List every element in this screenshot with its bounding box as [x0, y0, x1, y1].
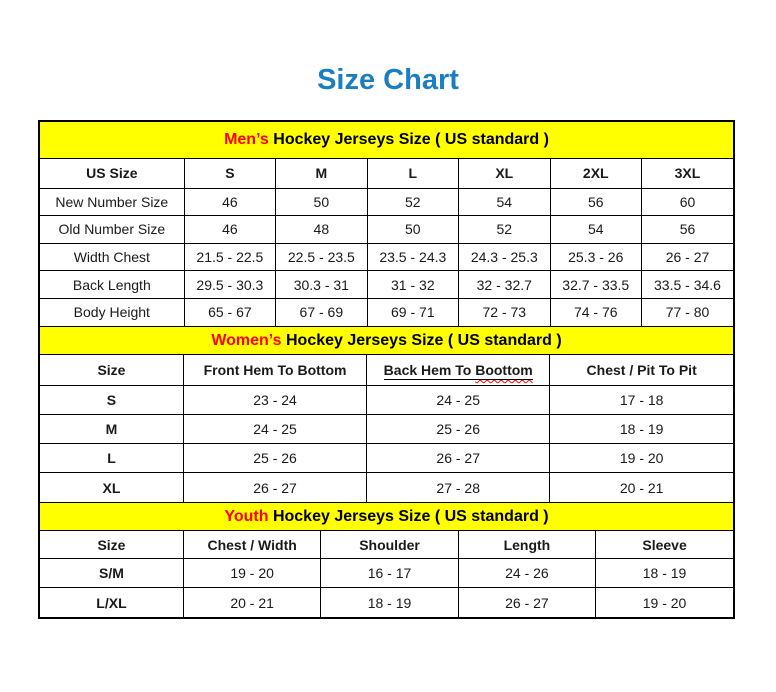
- cell: 16 - 17: [321, 559, 458, 588]
- cell: 67 - 69: [276, 298, 367, 326]
- cell: 46: [184, 216, 275, 244]
- cell: 26 - 27: [183, 473, 366, 502]
- column-header: Length: [458, 531, 595, 559]
- womens-header-text: Hockey Jerseys Size ( US standard ): [281, 331, 562, 349]
- cell: 26 - 27: [367, 444, 550, 473]
- table-row: [40, 444, 733, 473]
- cell: 27 - 28: [367, 473, 550, 502]
- table-row: [40, 559, 733, 588]
- cell: 30.3 - 31: [276, 271, 367, 299]
- row-label: L/XL: [40, 588, 183, 617]
- cell: 60: [641, 188, 733, 216]
- mens-size-section: [40, 122, 733, 326]
- column-header: Chest / Width: [183, 531, 320, 559]
- mens-size-table: [40, 159, 733, 326]
- cell: 22.5 - 23.5: [276, 243, 367, 271]
- cell: 69 - 71: [367, 298, 458, 326]
- cell: 18 - 19: [550, 415, 733, 444]
- cell: 77 - 80: [641, 298, 733, 326]
- cell: 25.3 - 26: [550, 243, 641, 271]
- column-header: US Size: [40, 159, 184, 188]
- cell: 17 - 18: [550, 386, 733, 415]
- page-title: Size Chart: [317, 64, 459, 96]
- cell: 72 - 73: [459, 298, 550, 326]
- column-header: Front Hem To Bottom: [183, 355, 366, 386]
- column-header: 2XL: [550, 159, 641, 188]
- size-chart-tables: [38, 120, 735, 619]
- row-label: S: [40, 386, 183, 415]
- youth-section-header: [40, 502, 733, 531]
- row-label: S/M: [40, 559, 183, 588]
- cell: 33.5 - 34.6: [641, 271, 733, 299]
- column-header: [367, 355, 550, 386]
- table-row: [40, 243, 733, 271]
- youth-column-header-row: [40, 531, 733, 559]
- youth-size-section: [40, 502, 733, 617]
- table-row: [40, 473, 733, 502]
- cell: 24 - 26: [458, 559, 595, 588]
- table-row: [40, 298, 733, 326]
- row-label: Old Number Size: [40, 216, 184, 244]
- cell: 23 - 24: [183, 386, 366, 415]
- cell: 24 - 25: [367, 386, 550, 415]
- table-row: [40, 588, 733, 617]
- womens-size-table: [40, 355, 733, 502]
- underlined-header-text: Back Hem To Boottom: [383, 362, 533, 379]
- youth-header-text: Hockey Jerseys Size ( US standard ): [268, 507, 549, 525]
- cell: 54: [459, 188, 550, 216]
- row-label: Body Height: [40, 298, 184, 326]
- cell: 54: [550, 216, 641, 244]
- cell: 74 - 76: [550, 298, 641, 326]
- cell: 25 - 26: [183, 444, 366, 473]
- womens-column-header-row: [40, 355, 733, 386]
- mens-header-accent: Men’s: [224, 131, 269, 148]
- cell: 50: [367, 216, 458, 244]
- cell: 52: [367, 188, 458, 216]
- column-header: 3XL: [641, 159, 733, 188]
- table-row: [40, 271, 733, 299]
- column-header: S: [184, 159, 275, 188]
- cell: 32 - 32.7: [459, 271, 550, 299]
- row-label: L: [40, 444, 183, 473]
- table-row: [40, 386, 733, 415]
- cell: 24 - 25: [183, 415, 366, 444]
- cell: 50: [276, 188, 367, 216]
- row-label: XL: [40, 473, 183, 502]
- column-header: M: [276, 159, 367, 188]
- cell: 26 - 27: [641, 243, 733, 271]
- cell: 18 - 19: [321, 588, 458, 617]
- cell: 48: [276, 216, 367, 244]
- mens-section-header: [40, 122, 733, 159]
- cell: 56: [550, 188, 641, 216]
- cell: 52: [459, 216, 550, 244]
- cell: 18 - 19: [596, 559, 733, 588]
- row-label: Width Chest: [40, 243, 184, 271]
- youth-header-accent: Youth: [224, 507, 269, 525]
- mens-column-header-row: [40, 159, 733, 188]
- cell: 19 - 20: [550, 444, 733, 473]
- mens-header-text: Hockey Jerseys Size ( US standard ): [268, 131, 549, 148]
- table-row: [40, 216, 733, 244]
- cell: 65 - 67: [184, 298, 275, 326]
- row-label: New Number Size: [40, 188, 184, 216]
- cell: 23.5 - 24.3: [367, 243, 458, 271]
- cell: 20 - 21: [550, 473, 733, 502]
- cell: 24.3 - 25.3: [459, 243, 550, 271]
- womens-header-accent: Women’s: [211, 331, 282, 349]
- row-label: M: [40, 415, 183, 444]
- cell: 20 - 21: [183, 588, 320, 617]
- column-header: L: [367, 159, 458, 188]
- column-header: Size: [40, 531, 183, 559]
- cell: 19 - 20: [596, 588, 733, 617]
- column-header: Shoulder: [321, 531, 458, 559]
- cell: 25 - 26: [367, 415, 550, 444]
- cell: 21.5 - 22.5: [184, 243, 275, 271]
- cell: 56: [641, 216, 733, 244]
- womens-section-header: [40, 326, 733, 355]
- row-label: Back Length: [40, 271, 184, 299]
- cell: 46: [184, 188, 275, 216]
- cell: 19 - 20: [183, 559, 320, 588]
- spellcheck-squiggle-word: Boottom: [475, 362, 533, 379]
- cell: 26 - 27: [458, 588, 595, 617]
- youth-size-table: [40, 531, 733, 617]
- cell: 32.7 - 33.5: [550, 271, 641, 299]
- column-header: Chest / Pit To Pit: [550, 355, 733, 386]
- table-row: [40, 188, 733, 216]
- column-header: Size: [40, 355, 183, 386]
- womens-size-section: [40, 326, 733, 502]
- cell: 31 - 32: [367, 271, 458, 299]
- column-header: Sleeve: [596, 531, 733, 559]
- table-row: [40, 415, 733, 444]
- cell: 29.5 - 30.3: [184, 271, 275, 299]
- column-header: XL: [459, 159, 550, 188]
